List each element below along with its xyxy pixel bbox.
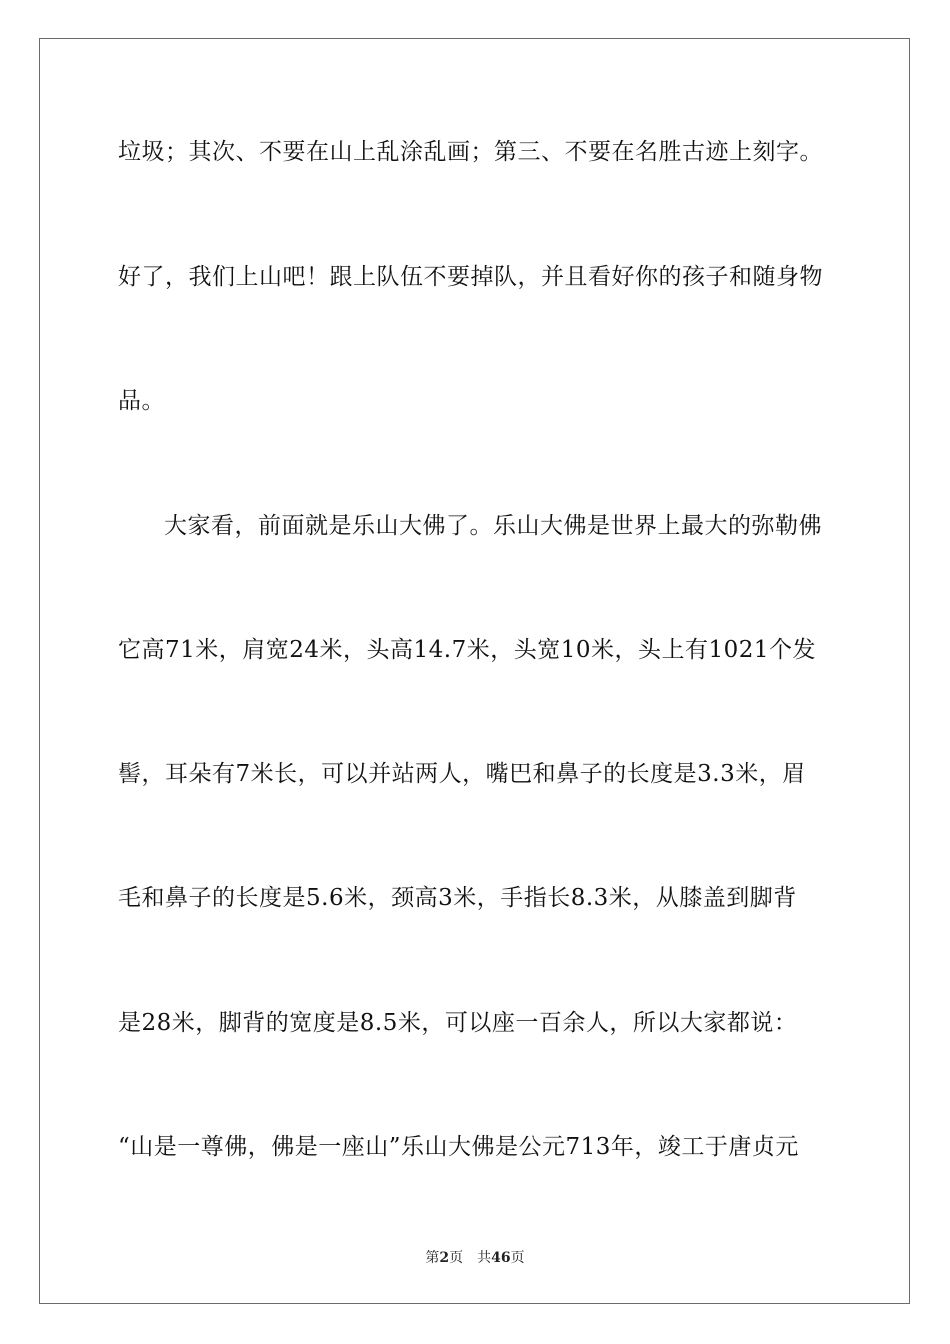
page-suffix: 页 [449, 1250, 464, 1266]
text-line-3: 品。 [118, 388, 165, 414]
total-prefix: 共 [477, 1250, 492, 1266]
paragraph-start-line: 大家看，前面就是乐山大佛了。乐山大佛是世界上最大的弥勒佛 [164, 513, 822, 539]
text-line-2: 好了，我们上山吧！跟上队伍不要掉队，并且看好你的孩子和随身物 [118, 264, 823, 290]
page-prefix: 第 [425, 1250, 440, 1266]
total-suffix: 页 [510, 1250, 525, 1266]
text-line-9: “山是一尊佛，佛是一座山”乐山大佛是公元713年，竣工于唐贞元 [118, 1134, 799, 1160]
text-line-8: 是28米，脚背的宽度是8.5米，可以座一百余人，所以大家都说： [118, 1010, 798, 1036]
page-footer [0, 1249, 950, 1267]
text-line-6: 髻，耳朵有7米长，可以并站两人，嘴巴和鼻子的长度是3.3米，眉 [118, 761, 806, 787]
text-line-5: 它高71米，肩宽24米，头高14.7米，头宽10米，头上有1021个发 [118, 637, 817, 663]
text-line-1: 垃圾；其次、不要在山上乱涂乱画；第三、不要在名胜古迹上刻字。 [118, 139, 823, 165]
current-page-number: 2 [439, 1250, 450, 1266]
total-pages: 46 [491, 1250, 511, 1266]
page-border [39, 38, 910, 1304]
text-line-7: 毛和鼻子的长度是5.6米，颈高3米，手指长8.3米，从膝盖到脚背 [118, 885, 797, 911]
